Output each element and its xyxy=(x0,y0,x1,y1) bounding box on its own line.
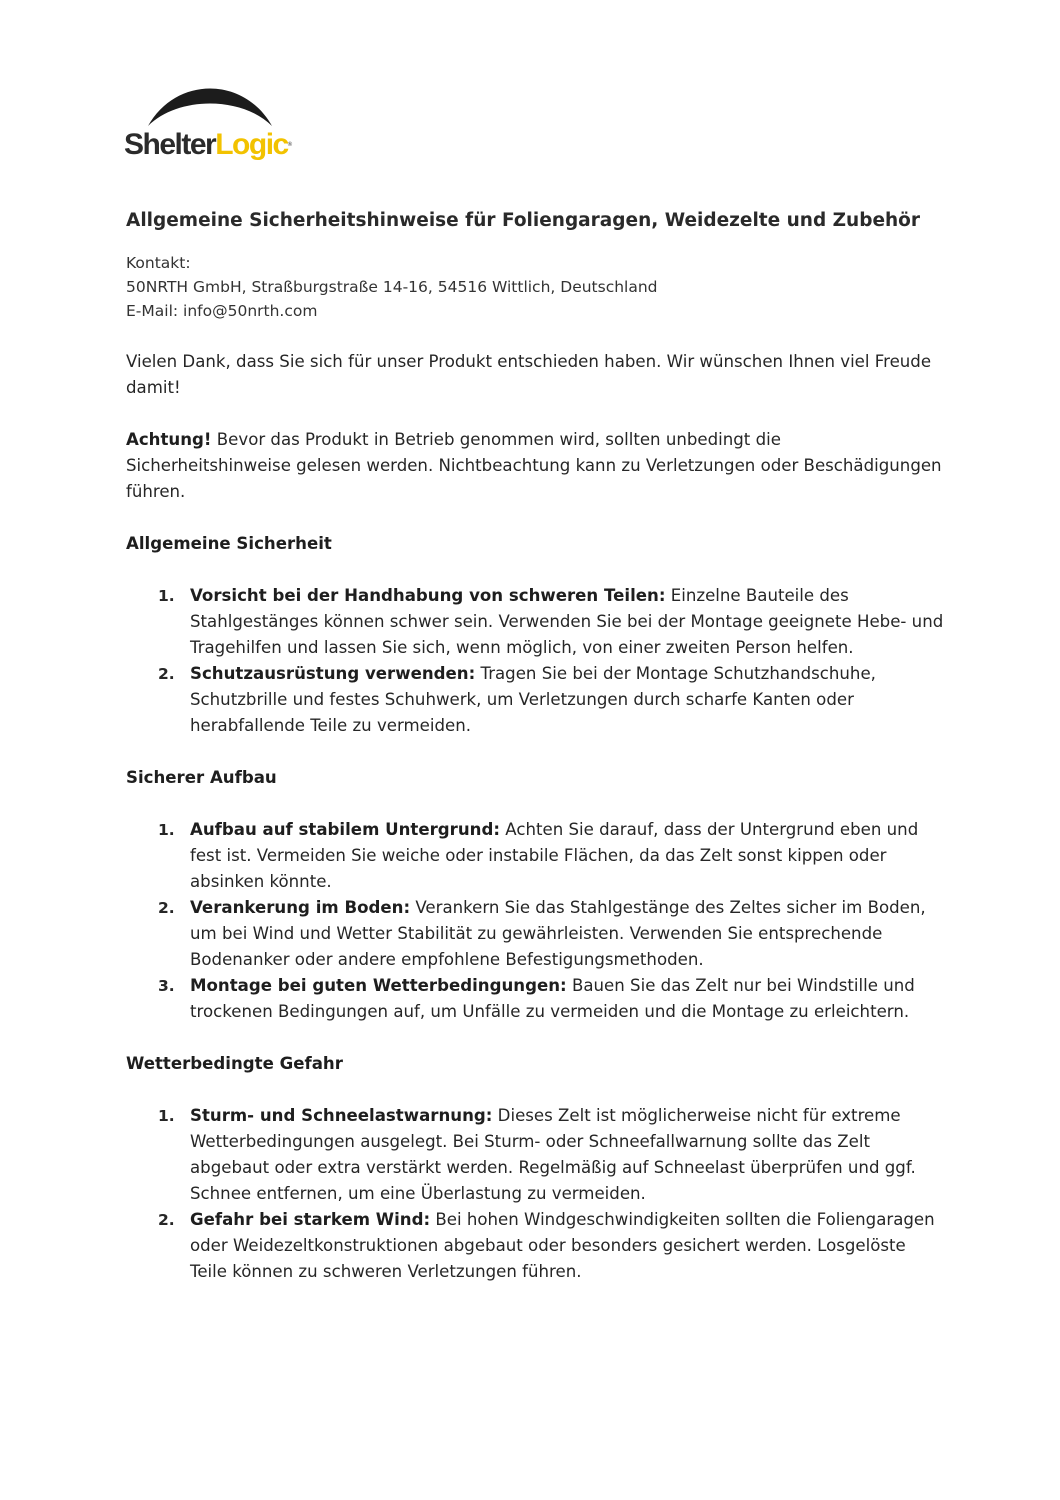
list-item-label: Schutzausrüstung verwenden: xyxy=(190,664,476,683)
list-item-number: 1. xyxy=(158,1107,175,1125)
shelterlogic-logo xyxy=(124,84,293,170)
section-list-weather-hazard xyxy=(126,1103,946,1285)
list-item-text: Dieses Zelt ist möglicherweise nicht für extreme Wetterbedingungen ausgelegt. Bei Sturm- oder Schneefallwarnung sollte das Zelt abgebaut oder extra verstärkt werden. Regelmäßig auf Schneelast überprüfen und ggf. Schnee entfernen, um eine Überlastung zu vermeiden. xyxy=(190,1106,916,1203)
section-heading: Sicherer Aufbau xyxy=(126,768,277,787)
warning-paragraph xyxy=(126,427,946,505)
list-item-number: 1. xyxy=(158,587,175,605)
list-item-text: Achten Sie darauf, dass der Untergrund eben und fest ist. Vermeiden Sie weiche oder instabile Flächen, da das Zelt sonst kippen oder absinken könnte. xyxy=(190,820,919,891)
list-item-number: 2. xyxy=(158,899,175,917)
intro-paragraph: Vielen Dank, dass Sie sich für unser Produkt entschieden haben. Wir wünschen Ihnen viel Freude damit! xyxy=(126,352,932,397)
logo-arc-icon xyxy=(146,84,274,128)
trademark-icon: ® xyxy=(287,142,293,148)
list-item-text: Bauen Sie das Zelt nur bei Windstille und trockenen Bedingungen auf, um Unfälle zu vermeiden und die Montage zu erleichtern. xyxy=(190,976,915,1021)
warning-text: Bevor das Produkt in Betrieb genommen wird, sollten unbedingt die Sicherheitshinweise gelesen werden. Nichtbeachtung kann zu Verletzungen oder Beschädigungen führen. xyxy=(126,430,942,501)
warning-label: Achtung! xyxy=(126,430,212,449)
list-item xyxy=(126,817,946,895)
list-item-label: Aufbau auf stabilem Untergrund: xyxy=(190,820,500,839)
list-item-label: Sturm- und Schneelastwarnung: xyxy=(190,1106,493,1125)
list-item-text: Tragen Sie bei der Montage Schutzhandschuhe, Schutzbrille und festes Schuhwerk, um Verletzungen durch scharfe Kanten oder herabfallende Teile zu vermeiden. xyxy=(190,664,876,735)
list-item-label: Montage bei guten Wetterbedingungen: xyxy=(190,976,567,995)
list-item xyxy=(126,583,946,661)
logo-text-shelter: Shelter xyxy=(124,128,216,161)
list-item xyxy=(126,661,946,739)
list-item-number: 1. xyxy=(158,821,175,839)
section-heading: Wetterbedingte Gefahr xyxy=(126,1054,343,1073)
contact-email: E-Mail: info@50nrth.com xyxy=(126,302,318,320)
logo-text-logic: Logic xyxy=(215,128,288,161)
list-item xyxy=(126,1103,946,1207)
logo-wordmark xyxy=(124,128,292,162)
list-item-number: 3. xyxy=(158,977,175,995)
document-content xyxy=(126,208,946,1311)
list-item-label: Vorsicht bei der Handhabung von schweren Teilen: xyxy=(190,586,666,605)
section-list-safe-assembly xyxy=(126,817,946,1025)
list-item-number: 2. xyxy=(158,665,175,683)
list-item-number: 2. xyxy=(158,1211,175,1229)
list-item xyxy=(126,973,946,1025)
list-item-text: Verankern Sie das Stahlgestänge des Zeltes sicher im Boden, um bei Wind und Wetter Stabilität zu gewährleisten. Verwenden Sie entsprechende Bodenanker oder andere empfohlene Befestigungsmethoden. xyxy=(190,898,926,969)
document-title: Allgemeine Sicherheitshinweise für Foliengaragen, Weidezelte und Zubehör xyxy=(126,210,921,231)
list-item-label: Verankerung im Boden: xyxy=(190,898,411,917)
list-item xyxy=(126,1207,946,1285)
list-item-label: Gefahr bei starkem Wind: xyxy=(190,1210,431,1229)
contact-address: 50NRTH GmbH, Straßburgstraße 14-16, 54516 Wittlich, Deutschland xyxy=(126,278,658,296)
section-list-general-safety xyxy=(126,583,946,739)
section-heading: Allgemeine Sicherheit xyxy=(126,534,332,553)
contact-block xyxy=(126,251,946,323)
list-item-text: Einzelne Bauteile des Stahlgestänges können schwer sein. Verwenden Sie bei der Montage geeignete Hebe- und Tragehilfen und lassen Sie sich, wenn möglich, von einer zweiten Person helfen. xyxy=(190,586,944,657)
list-item xyxy=(126,895,946,973)
contact-label: Kontakt: xyxy=(126,254,191,272)
list-item-text: Bei hohen Windgeschwindigkeiten sollten die Foliengaragen oder Weidezeltkonstruktionen abgebaut oder besonders gesichert werden. Losgelöste Teile können zu schweren Verletzungen führen. xyxy=(190,1210,935,1281)
